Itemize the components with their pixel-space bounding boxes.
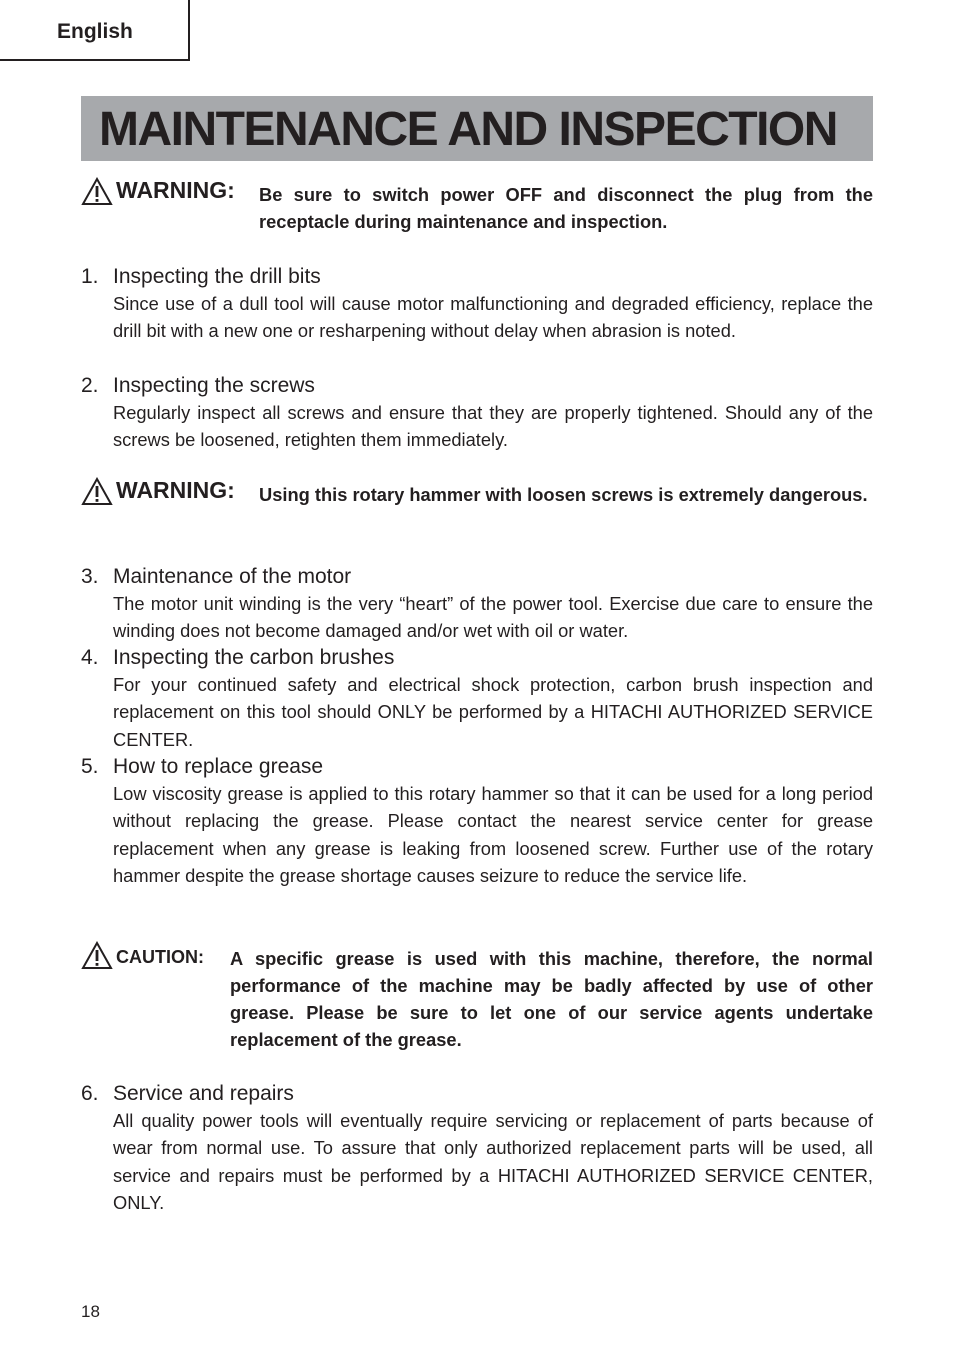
item-body: Regularly inspect all screws and ensure that they are properly tightened. Should any of the screws be loosened, retighten them immediately. — [113, 402, 873, 451]
item-heading: Inspecting the screws — [113, 374, 315, 397]
item-number: 2. — [81, 374, 99, 397]
warning-notice-power — [81, 177, 873, 237]
warning-triangle-icon — [81, 477, 113, 506]
warning-triangle-icon — [81, 177, 113, 206]
warning-text: Using this rotary hammer with loosen screws is extremely dangerous. — [259, 484, 868, 505]
warning-notice-screws — [81, 477, 873, 537]
item-body: Since use of a dull tool will cause motor malfunctioning and degraded efficiency, replace the drill bit with a new one or resharpening without delay when abrasion is noted. — [113, 293, 873, 342]
list-item-motor — [81, 563, 873, 648]
item-heading: Maintenance of the motor — [113, 565, 352, 588]
page-title: MAINTENANCE AND INSPECTION — [99, 103, 837, 156]
warning-text: Be sure to switch power OFF and disconnect the plug from the receptacle during maintenance and inspection. — [259, 184, 873, 232]
caution-notice-grease — [81, 941, 873, 1056]
list-item-drill-bits — [81, 263, 873, 373]
warning-label: WARNING: — [116, 177, 235, 203]
item-heading: How to replace grease — [113, 755, 324, 778]
language-tab — [0, 0, 190, 61]
item-number: 1. — [81, 265, 99, 288]
item-heading: Service and repairs — [113, 1082, 294, 1105]
item-body: The motor unit winding is the very “heart” of the power tool. Exercise due care to ensure the winding does not become damaged and/or wet with oil or water. — [113, 593, 873, 642]
section-title-bar — [81, 96, 873, 161]
item-body: Low viscosity grease is applied to this rotary hammer so that it can be used for a long period without replacing the grease. Please contact the nearest service center for grease replacement when any grease is leaking from loosened screw. Further use of the rotary hammer despite the grease shortage causes seizure to reduce the service life. — [113, 783, 873, 886]
list-item-screws — [81, 372, 873, 457]
language-label: English — [57, 20, 133, 43]
item-heading: Inspecting the carbon brushes — [113, 646, 395, 669]
caution-text: A specific grease is used with this machine, therefore, the normal performance of the machine may be badly affected by use of other grease. Please be sure to let one of our service agents undertake replacement of the grease. — [230, 948, 873, 1050]
item-heading: Inspecting the drill bits — [113, 265, 321, 288]
list-item-grease — [81, 753, 873, 923]
caution-label: CAUTION: — [116, 947, 204, 967]
page-number: 18 — [81, 1302, 100, 1321]
warning-label: WARNING: — [116, 477, 235, 503]
list-item-carbon-brushes — [81, 644, 873, 754]
item-number: 4. — [81, 646, 99, 669]
item-number: 6. — [81, 1082, 99, 1105]
item-number: 5. — [81, 755, 99, 778]
item-number: 3. — [81, 565, 99, 588]
item-body: All quality power tools will eventually require servicing or replacement of parts because of wear from normal use. To assure that only authorized replacement parts will be used, all service and repairs must be performed by a HITACHI AUTHORIZED SERVICE CENTER, ONLY. — [113, 1110, 873, 1213]
item-body: For your continued safety and electrical shock protection, carbon brush inspection and replacement on this tool should ONLY be performed by a HITACHI AUTHORIZED SERVICE CENTER. — [113, 674, 873, 750]
warning-triangle-icon — [81, 941, 113, 970]
list-item-service — [81, 1080, 873, 1220]
